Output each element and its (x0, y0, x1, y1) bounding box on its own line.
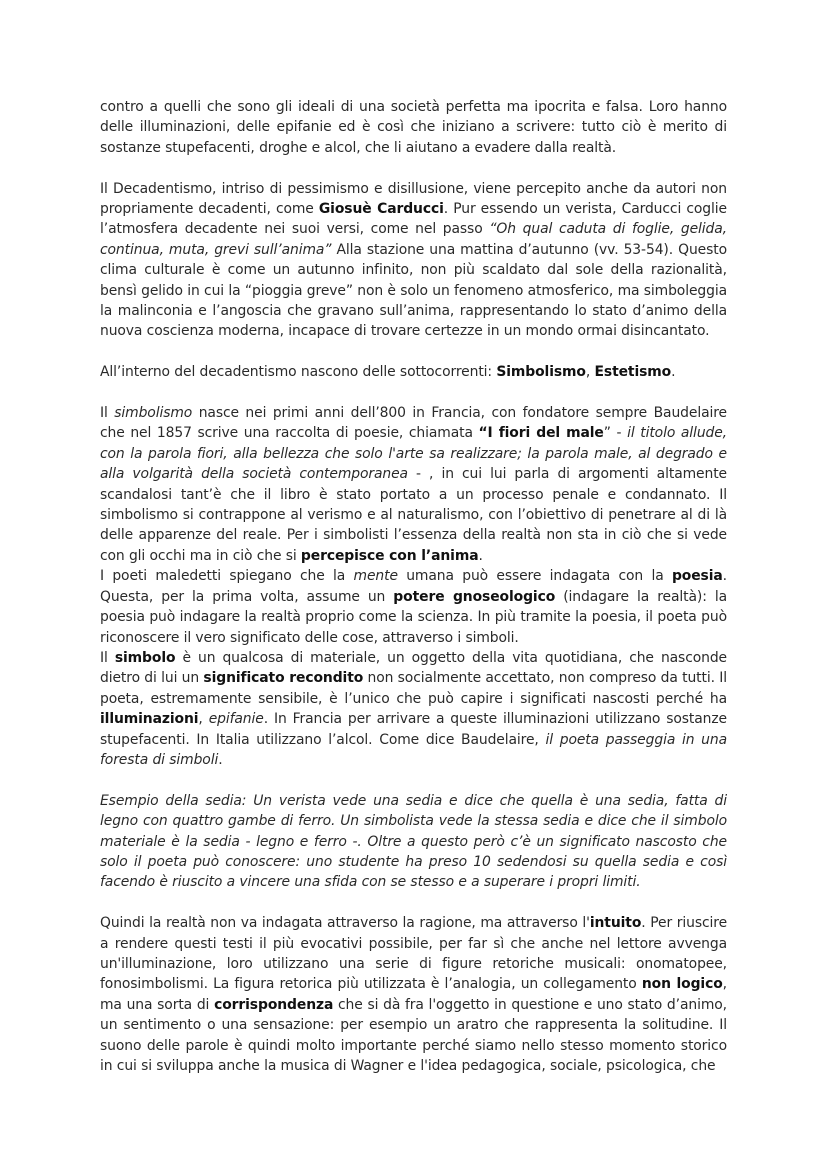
quote-carducci: “Oh qual caduta di foglie, gelida, continua, muta, grevi sull’anima” (100, 221, 727, 258)
bold-percepisce: percepisce con l’anima (300, 547, 479, 564)
bold-fiori-del-male: “I fiori del male (478, 425, 604, 442)
paragraph-sottocorrenti: All’interno del decadentismo nascono delle sottocorrenti: Simbolismo, Estetismo. (100, 364, 676, 381)
paragraph-simbolo: Il simbolo è un qualcosa di materiale, un oggetto della vita quotidiana, che nasconde dietro di lui un significato recondito non socialmente accettato, non compreso da tutti. Il poeta, estremamente sensibile, è l’unico che può capire i significati nascosti perché ha illuminazioni, epifanie. In Francia per arrivare a queste illuminazioni utilizzano sostanze stupefacenti. In Italia utilizzano l’alcol. Come dice Baudelaire, il poeta passeggia in una foresta di simboli. (100, 649, 728, 768)
paragraph-poeti-maledetti: I poeti maledetti spiegano che la mente umana può essere indagata con la poesia. Questa, per la prima volta, assume un potere gnoseologico (indagare la realtà): la poesia può indagare la realtà proprio come la scienza. In più tramite la poesia, il poeta può riconoscere il vero significato delle cose, attraverso i simboli. (100, 568, 727, 646)
paragraph-esempio-sedia: Esempio della sedia: Un verista vede una sedia e dice che quella è una sedia, fatta di legno con quattro gambe di ferro. Un simbolista vede la stessa sedia e dice che il simbolo materiale è la sedia - legno e ferro -. Oltre a questo però c’è un significato nascosto che solo il poeta può conoscere: uno studente ha preso 10 sedendosi su quella sedia e così facendo è riuscito a vincere una sfida con se stesso e a superare i propri limiti. (100, 792, 727, 891)
bold-carducci: Giosuè Carducci (318, 201, 444, 218)
paragraph-intuito: Quindi la realtà non va indagata attraverso la ragione, ma attraverso l'intuito. Per riuscire a rendere questi testi il più evocativi possibile, per far sì che anche nel lettore avvenga un'illuminazione, loro utilizzano una serie di figure retoriche musicali: onomatopee, fonosimbolismi. La figura retorica più utilizzata è l’analogia, un collegamento non logico, ma una sorta di corrispondenza che si dà fra l'oggetto in questione e uno stato d’animo, un sentimento o una sensazione: per esempio un aratro che rappresenta la solitudine. Il suono delle parole è quindi molto importante perché siamo nello stesso momento storico in cui si sviluppa anche la musica di Wagner e l'idea pedagogica, sociale, psicologica, che (100, 915, 728, 1075)
bold-simbolismo: Simbolismo (496, 364, 586, 381)
paragraph-simbolismo: Il simbolismo nasce nei primi anni dell’800 in Francia, con fondatore sempre Baudelaire che nel 1857 scrive una raccolta di poesie, chiamata “I fiori del male” - il titolo allude, con la parola fiori, alla bellezza che solo l'arte sa realizzare; la parola male, al degrado e alla volgarità della società contemporanea - , in cui lui parla di argomenti altamente scandalosi tant’è che il libro è stato portato a un processo penale e condannato. Il simbolismo si contrappone al verismo e al naturalismo, con l’obiettivo di penetrare al di là delle apparenze del reale. Per i simbolisti l’essenza della realtà non sta in ciò che si vede con gli occhi ma in ciò che si percepisce con l’anima. (100, 405, 727, 564)
bold-estetismo: Estetismo (594, 364, 672, 381)
paragraph-illuminazioni: contro a quelli che sono gli ideali di una società perfetta ma ipocrita e falsa. Loro hanno delle illuminazioni, delle epifanie ed è così che iniziano a scrivere: tutto ciò è merito di sostanze stupefacenti, droghe e alcol, che li aiutano a evadere dalla realtà. (100, 99, 727, 156)
paragraph-carducci: Il Decadentismo, intriso di pessimismo e disillusione, viene percepito anche da autori non propriamente decadenti, come Giosuè Carducci. Pur essendo un verista, Carducci coglie l’atmosfera decadente nei suoi versi, come nel passo “Oh qual caduta di foglie, gelida, continua, muta, grevi sull’anima” Alla stazione una mattina d’autunno (vv. 53-54). Questo clima culturale è come un autunno infinito, non più scaldato dal sole della razionalità, bensì gelido in cui la “pioggia greve” non è solo un fenomeno atmosferico, ma simboleggia la malinconia e l’angoscia che gravano sull’anima, rappresentando lo stato d’animo della nuova coscienza moderna, incapace di trovare certezze in un mondo ormai disincantato. (100, 180, 727, 340)
body-text (100, 97, 727, 1076)
